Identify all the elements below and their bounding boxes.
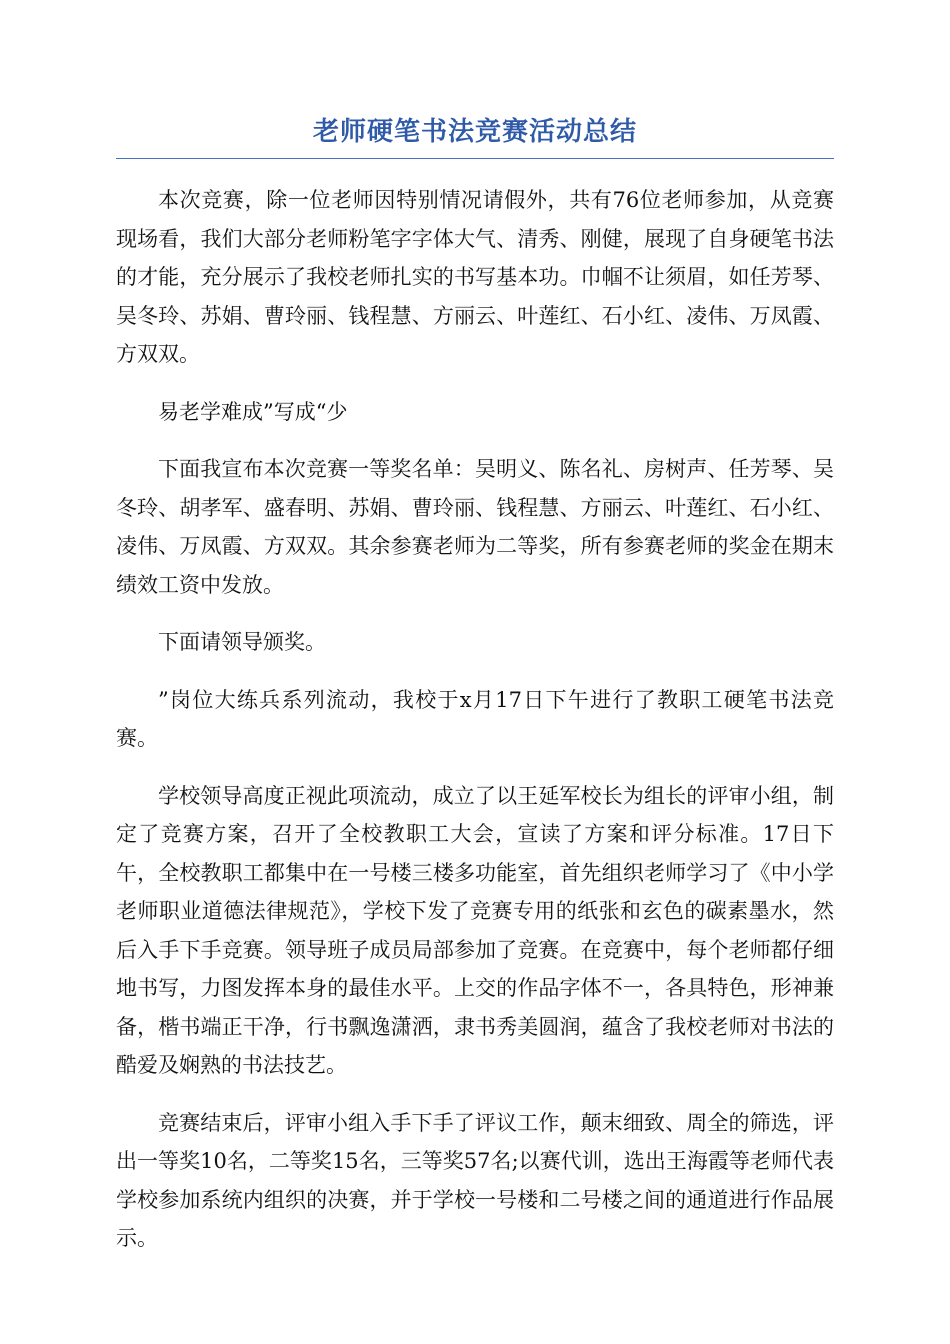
paragraph-4: 下面请领导颁奖。	[158, 630, 326, 654]
document-page	[116, 112, 834, 1277]
paragraph-5: ”岗位大练兵系列流动，我校于x月17日下午进行了教职工硬笔书法竞赛。	[116, 687, 834, 750]
document-title: 老师硬笔书法竞赛活动总结	[312, 117, 637, 147]
paragraph-7: 竞赛结束后，评审小组入手下手了评议工作，颠末细致、周全的筛选，评出一等奖10名，二等奖15名，三等奖57名;以赛代训，选出王海霞等老师代表学校参加系统内组织的决赛，并于学校一号楼和二号楼之间的通道进行作品展示。	[116, 1110, 834, 1250]
title-underline	[116, 158, 834, 159]
paragraph-3: 下面我宣布本次竞赛一等奖名单：吴明义、陈名礼、房树声、任芳琴、吴冬玲、胡孝军、盛春明、苏娟、曹玲丽、钱程慧、方丽云、叶莲红、石小红、凌伟、万凤霞、方双双。其余参赛老师为二等奖，所有参赛老师的奖金在期末绩效工资中发放。	[116, 457, 834, 597]
paragraph-1: 本次竞赛，除一位老师因特别情况请假外，共有76位老师参加，从竞赛现场看，我们大部分老师粉笔字字体大气、清秀、刚健，展现了自身硬笔书法的才能，充分展示了我校老师扎实的书写基本功。巾帼不让须眉，如任芳琴、吴冬玲、苏娟、曹玲丽、钱程慧、方丽云、叶莲红、石小红、凌伟、万凤霞、方双双。	[116, 188, 834, 366]
paragraph-6: 学校领导高度正视此项流动，成立了以王延军校长为组长的评审小组，制定了竞赛方案，召开了全校教职工大会，宣读了方案和评分标准。17日下午，全校教职工都集中在一号楼三楼多功能室，首先组织老师学习了《中小学老师职业道德法律规范》，学校下发了竞赛专用的纸张和玄色的碳素墨水，然后入手下手竞赛。领导班子成员局部参加了竞赛。在竞赛中，每个老师都仔细地书写，力图发挥本身的最佳水平。上交的作品字体不一，各具特色，形神兼备，楷书端正干净，行书飘逸潇洒，隶书秀美圆润，蕴含了我校老师对书法的酷爱及娴熟的书法技艺。	[116, 783, 834, 1077]
paragraph-2: 易老学难成”写成“少	[158, 399, 348, 424]
